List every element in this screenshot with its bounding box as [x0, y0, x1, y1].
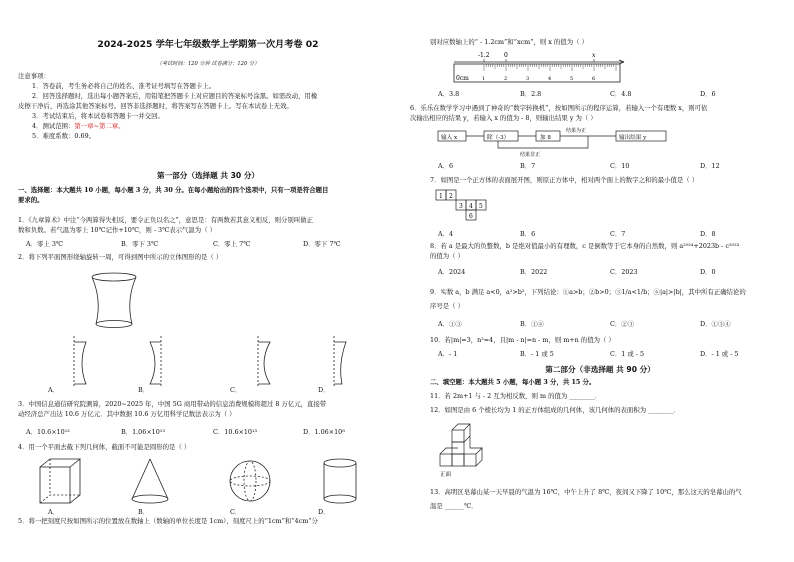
q2-option-c: C． — [230, 386, 242, 394]
q3-option-c: C．10.6×10¹³ — [213, 428, 258, 436]
q11-stem: 11．若 2m+1 与 - 2 互为相反数，则 m 的值为 ________． — [430, 392, 602, 400]
q7-option-a: A．4 — [438, 230, 454, 238]
ruler-top-label-x: x — [592, 52, 596, 59]
q2-solid-figure — [88, 272, 148, 332]
q9-stem-a: 9．实数 a，b 满足 a<0，a²>b²，下列结论：①a>b；②b>0；③1/a<1/b；④|a|>|b|，其中所有正确结论的 — [430, 288, 746, 296]
q4-prism — [40, 459, 80, 503]
ruler-unit-label: 0cm — [456, 75, 469, 82]
part2-heading: 第二部分（非选择题 共 90 分） — [545, 365, 655, 374]
note-5: 5．难度系数：0.69。 — [32, 131, 96, 140]
net-face-6: 6 — [469, 213, 473, 220]
flow-add: 加 8 — [540, 135, 551, 141]
part1-heading: 第一部分（选择题 共 30 分） — [156, 171, 260, 180]
q1-option-d: D．零下 7℃ — [303, 240, 341, 248]
q9-option-c: C．②③ — [610, 320, 635, 328]
q9-option-b: B．①④ — [520, 320, 544, 328]
question-3 — [18, 400, 326, 420]
right-column — [410, 0, 790, 562]
q6-stem-a: 6．乐乐在数学学习中遇到了神奇的“数字转换机”，按如图所示的程序运算，若输入一个有理数 x，则可依 — [410, 104, 708, 112]
q3-stem-a: 3．中国信息通信研究院测算，2020~2025 年，中国 5G 商用带动的信息消费规模将超过 8 万亿元，直接带 — [18, 400, 327, 408]
ruler-number: 2 — [504, 76, 508, 82]
note-4-range: 第一章~第二章。 — [74, 121, 125, 130]
note-1: 1．答卷前，考生务必将自己的姓名、准考证号填写在答题卡上。 — [32, 81, 216, 90]
q2-option-b: B． — [138, 386, 150, 394]
q12-front-label: 正面 — [440, 472, 452, 478]
q1-option-b: B．零下 3℃ — [121, 240, 159, 248]
q1-option-a: A．零上 3℃ — [26, 240, 64, 248]
q1-stem-b: 数和负数。若气温为零上 10℃记作+10℃，则 - 3℃表示气温为（ ） — [18, 225, 217, 234]
q2-shape-d — [334, 336, 346, 388]
part1-intro — [18, 186, 328, 206]
q3-option-a: A．10.6×10¹² — [26, 428, 70, 436]
q9-option-a: A．①③ — [438, 320, 462, 328]
q6-flowchart — [438, 126, 698, 160]
q10-stem: 10．若|m|=3，n²=4，且|m - n|=n - m，则 m+n 的值为（ ） — [430, 336, 615, 344]
q8-option-a: A．2024 — [438, 268, 466, 276]
flow-cond-yes: 结果为正 — [566, 128, 587, 134]
q8-stem-b: 的值为（ ） — [430, 251, 464, 260]
q10-option-b: B．- 1 或 5 — [520, 350, 554, 358]
net-face-2: 2 — [449, 193, 453, 200]
question-9 — [430, 288, 746, 312]
note-2a: 2．回答选择题时，选出每小题答案后，用铅笔把答题卡上对应题目的答案标号涂黑。如需改动，用橡 — [32, 91, 318, 100]
q4-cone — [132, 459, 168, 503]
q4-sphere — [230, 461, 270, 501]
q3-option-b: B．1.06×10¹³ — [121, 428, 165, 436]
question-13 — [430, 488, 742, 512]
q7-option-b: B．6 — [520, 230, 536, 238]
page-title: 2024-2025 学年七年级数学上学期第一次月考卷 02 — [97, 39, 319, 50]
net-face-3: 3 — [459, 203, 463, 210]
flow-divide: 除（-3） — [487, 135, 510, 141]
ruler-number: 3 — [526, 76, 530, 82]
q8-stem-a: 8．若 a 是最大的负整数，b 是绝对值最小的有理数，c 是倒数等于它本身的自然数，则 a²⁰²⁴+2023b - c²⁰²³ — [430, 242, 740, 250]
q7-option-c: C．7 — [610, 230, 626, 238]
q4-solids — [40, 457, 380, 507]
part1-intro-a: 一、选择题：本大题共 10 小题，每小题 3 分，共 30 分。在每小题给出的四个选项中，只有一项是符合题目 — [18, 186, 329, 194]
note-4-prefix: 4．测试范围： — [32, 121, 75, 130]
q13-stem-b: 温是 ______℃． — [430, 501, 478, 510]
q7-cube-net — [436, 190, 496, 226]
q1-option-c: C．零上 7℃ — [213, 240, 251, 248]
q10-option-a: A．- 1 — [438, 350, 458, 358]
note-4 — [18, 122, 317, 132]
left-column — [18, 0, 398, 562]
q4-option-a: A． — [48, 508, 60, 516]
q2-option-d: D． — [318, 386, 330, 394]
notes-section — [18, 72, 317, 141]
q10-option-d: D．- 1 或 - 5 — [700, 350, 739, 358]
q5-option-d: D．6 — [700, 90, 716, 98]
page-subtitle: （考试时间：120 分钟 试卷满分：120 分） — [156, 61, 260, 67]
q2-shape-c — [258, 336, 270, 388]
q8-option-d: D．0 — [700, 268, 716, 276]
note-3: 3．考试结束后，将本试卷和答题卡一并交回。 — [32, 111, 164, 120]
flow-output: 输出结果 y — [619, 135, 647, 141]
q4-stem: 4．用一个平面去截下列几何体，截面不可能是圆形的是（ ） — [18, 443, 191, 451]
q9-option-d: D．①③④ — [700, 320, 731, 328]
q4-option-b: B． — [138, 508, 150, 516]
q5-option-b: B．2.8 — [520, 90, 542, 98]
q6-option-b: B．7 — [520, 162, 536, 170]
net-face-1: 1 — [439, 193, 443, 200]
q5-stem-b: 别对应数轴上的“ - 1.2cm”和“xcm”，则 x 的值为（ ） — [430, 38, 588, 46]
part1-intro-b: 要求的。 — [18, 195, 44, 204]
note-2b: 皮擦干净后，再选涂其他答案标号。回答非选择题时，将答案写在答题卡上。写在本试卷上无效。 — [18, 101, 293, 110]
q8-option-c: C．2023 — [610, 268, 638, 276]
q5-option-a: A．3.8 — [438, 90, 460, 98]
q8-option-b: B．2022 — [520, 268, 548, 276]
q3-stem-b: 动经济总产出达 10.6 万亿元．其中数据 10.6 万亿用科学记数法表示为（ ） — [18, 409, 236, 418]
q5-ruler-figure — [454, 50, 624, 86]
ruler-number: 4 — [548, 76, 552, 82]
ruler-top-label-neg: -1.2 — [478, 52, 490, 59]
q2-shape-a — [74, 336, 86, 388]
q3-option-d: D．1.06×10⁸ — [303, 428, 345, 436]
q12-stem: 12．如图是由 6 个棱长均为 1 的正方体组成的几何体，该几何体的表面积为 ________． — [430, 406, 681, 414]
q2-option-shapes — [46, 336, 386, 392]
ruler-number: 6 — [592, 76, 596, 82]
q2-stem: 2．将下列平面图形绕轴旋转一周，可得到图中所示的立体图形的是（ ） — [18, 253, 223, 261]
question-6 — [410, 104, 707, 124]
notes-heading: 注意事项： — [18, 72, 50, 80]
ruler-number: 1 — [482, 76, 486, 82]
q6-option-c: C．10 — [610, 162, 630, 170]
q7-stem: 7．如图是一个正方体的表面展开图，则原正方体中，相对两个面上的数字之和的最小值是（ ） — [430, 176, 699, 184]
ruler-number: 5 — [570, 76, 574, 82]
q1-stem-a: 1．《九章算术》中注“今两算得失相反，要令正负以名之”，意思是：有两数若其意义相反，则分别叫做正 — [18, 216, 313, 224]
net-face-4: 4 — [469, 203, 473, 210]
flow-input: 输入 x — [441, 135, 458, 141]
q12-cube-figure — [440, 420, 500, 480]
q9-stem-b: 序号是（ ） — [430, 301, 464, 310]
q4-option-c: C． — [230, 508, 242, 516]
q6-option-a: A．6 — [438, 162, 454, 170]
q4-cylinder — [324, 459, 356, 503]
question-8 — [430, 242, 739, 262]
q7-option-d: D．8 — [700, 230, 716, 238]
q6-stem-b: 次输出相应的结果 y，若输入 x 的值为 - 8，则输出结果 y 为（ ） — [410, 113, 597, 122]
net-face-5: 5 — [479, 203, 483, 210]
q2-option-a: A． — [48, 386, 60, 394]
part2-intro: 二、填空题：本大题共 5 小题，每小题 3 分，共 15 分。 — [430, 378, 596, 386]
q5-stem-a: 5．将一把刻度尺按如图所示的位置放在数轴上（数轴的单位长度是 1cm），刻度尺上的“1cm”和“4cm”分 — [18, 517, 318, 525]
flow-cond-no: 结果非正 — [520, 152, 541, 158]
q6-option-d: D．12 — [700, 162, 720, 170]
q10-option-c: C．1 或 - 5 — [610, 350, 645, 358]
question-1 — [18, 216, 313, 236]
q2-shape-b — [150, 336, 161, 388]
ruler-top-label-zero: 0 — [504, 52, 508, 59]
q13-stem-a: 13．高明区皂幕山某一天早晨的气温为 16℃，中午上升了 8℃，夜间又下降了 10℃，那么这天的皂幕山的气 — [430, 488, 742, 496]
q5-option-c: C．4.8 — [610, 90, 632, 98]
q4-option-d: D． — [318, 508, 330, 516]
